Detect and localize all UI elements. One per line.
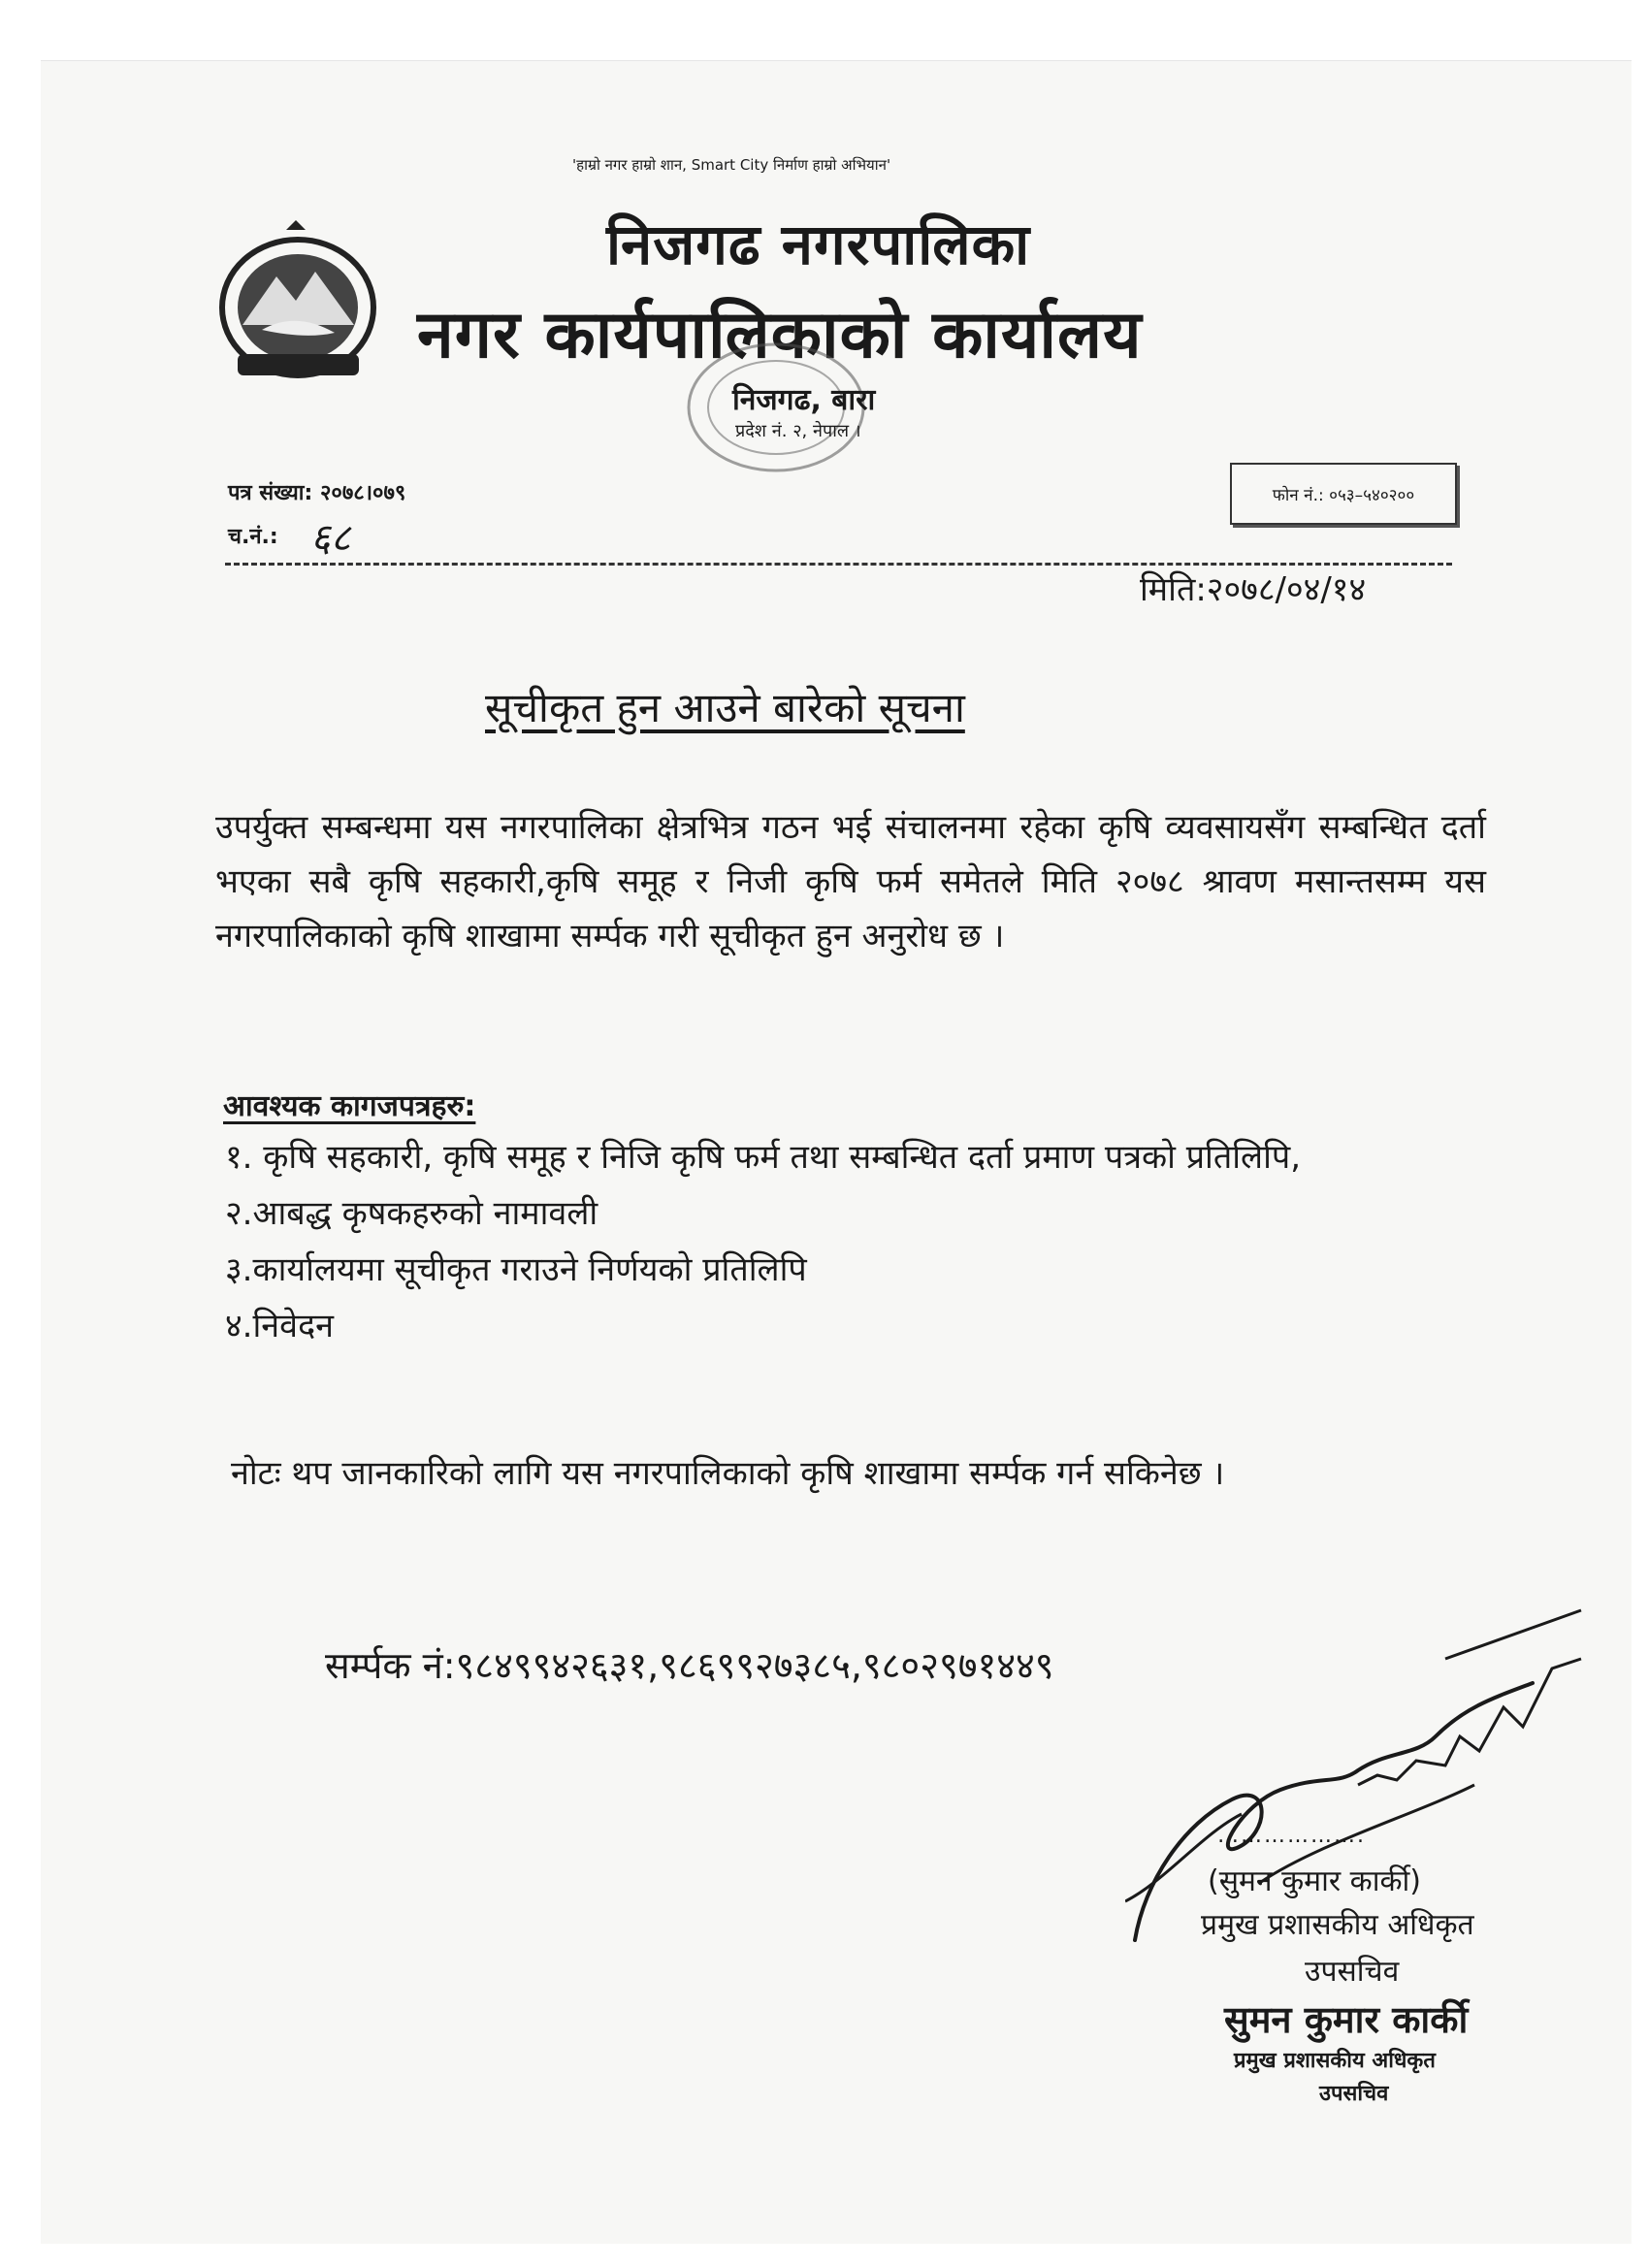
dispatch-number-value: ६८ xyxy=(310,516,351,561)
signatory-subtitle: उपसचिव xyxy=(1305,1955,1400,1989)
phone-box xyxy=(1230,463,1457,525)
address-line-1: निजगढ, बारा xyxy=(732,383,876,417)
list-item: १. कृषि सहकारी, कृषि समूह र निजि कृषि फर्म तथा सम्बन्धित दर्ता प्रमाण पत्रको प्रतिलिपि, xyxy=(225,1138,1302,1177)
municipality-name: निजगढ नगरपालिका xyxy=(606,211,1031,277)
list-item: २.आबद्ध कृषकहरुको नामावली xyxy=(225,1194,598,1233)
signatory-title: प्रमुख प्रशासकीय अधिकृत xyxy=(1201,1908,1474,1942)
list-item: ३.कार्यालयमा सूचीकृत गराउने निर्णयको प्रतिलिपि xyxy=(225,1250,807,1289)
nepal-emblem-logo xyxy=(209,218,388,388)
name-stamp-subtitle: उपसचिव xyxy=(1319,2082,1389,2106)
signature-line: ………………. xyxy=(1217,1824,1366,1848)
tagline: 'हाम्रो नगर हाम्रो शान, Smart City निर्माण हाम्रो अभियान' xyxy=(572,156,891,174)
office-name: नगर कार्यपालिकाको कार्यालय xyxy=(417,297,1143,373)
dispatch-number-label: च.नं.: xyxy=(228,525,278,549)
phone-number: फोन नं.: ०५३–५४०२०० xyxy=(1272,485,1415,505)
note-paragraph: नोटः थप जानकारिको लागि यस नगरपालिकाको कृषि शाखामा सर्म्पक गर्न सकिनेछ । xyxy=(231,1454,1225,1493)
notice-subject: सूचीकृत हुन आउने बारेको सूचना xyxy=(485,684,965,731)
signatory-name: (सुमन कुमार कार्की) xyxy=(1208,1864,1421,1898)
contact-numbers: सर्म्पक नं:९८४९९४२६३१,९८६९९२७३८५,९८०२९७१४४९ xyxy=(325,1644,1054,1687)
letter-date: मिति:२०७८/०४/१४ xyxy=(1140,570,1367,609)
name-stamp: सुमन कुमार कार्की xyxy=(1224,1998,1469,2041)
required-documents-heading: आवश्यक कागजपत्रहरु: xyxy=(223,1089,476,1123)
body-paragraph: उपर्युक्त सम्बन्धमा यस नगरपालिका क्षेत्रभित्र गठन भई संचालनमा रहेका कृषि व्यवसायसँग सम्बन्धित दर्ता भएका सबै कृषि सहकारी,कृषि समूह र निजी कृषि फर्म समेतले मिति २०७८ श्रावण मसान्तसम्म यस नगरपालिकाको कृषि शाखामा सर्म्पक गरी सूचीकृत हुन अनुरोध छ । xyxy=(215,808,1486,956)
list-item: ४.निवेदन xyxy=(225,1307,334,1345)
required-documents-list xyxy=(225,1129,1515,1354)
address-line-2: प्रदेश नं. २, नेपाल । xyxy=(735,421,861,441)
letter-number: पत्र संख्या: २०७८।०७९ xyxy=(228,481,406,505)
name-stamp-title: प्रमुख प्रशासकीय अधिकृत xyxy=(1234,2049,1436,2073)
